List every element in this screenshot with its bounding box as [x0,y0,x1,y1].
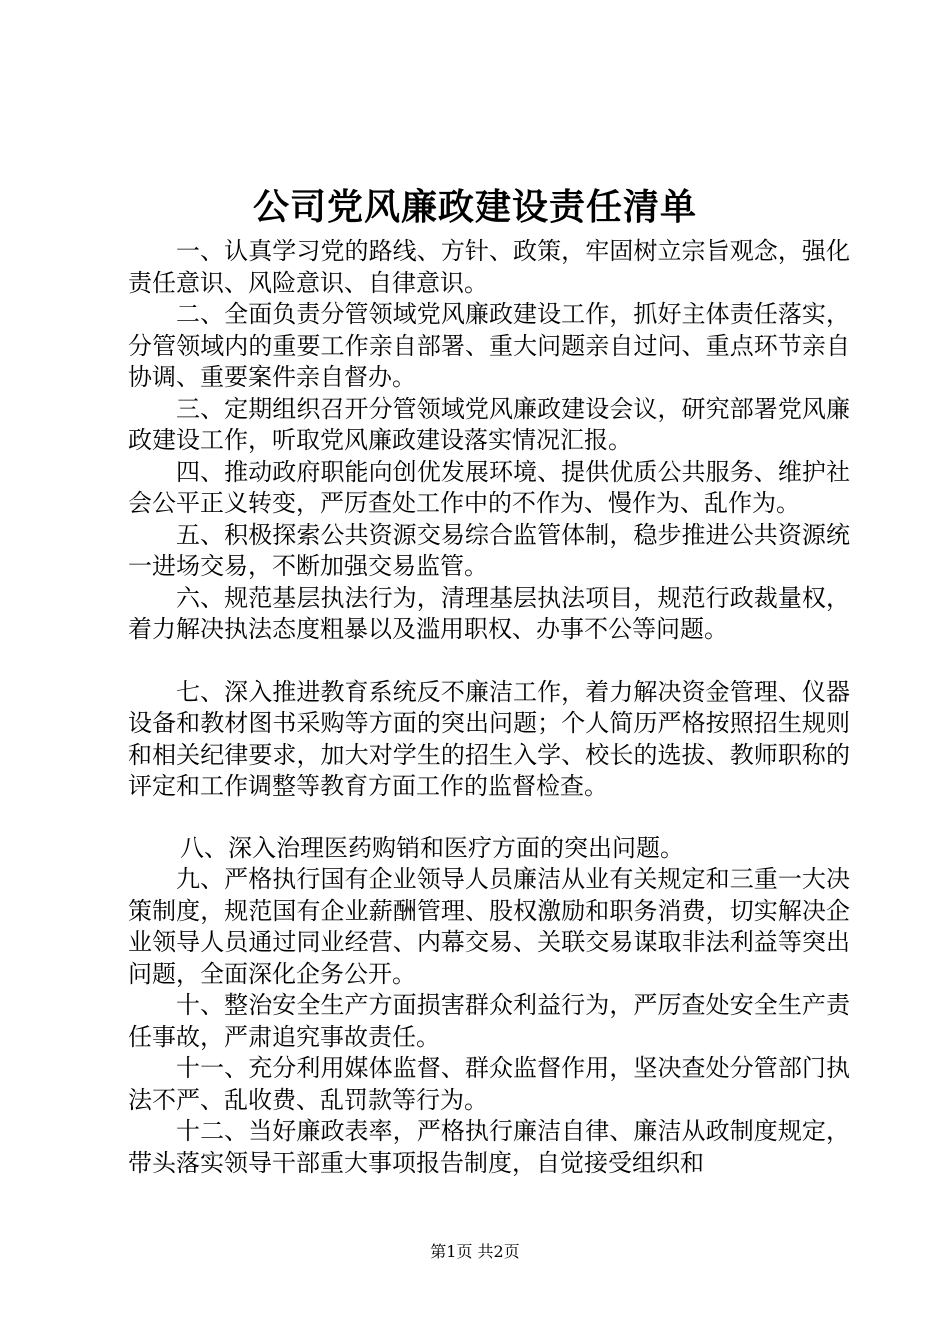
paragraph-11: 十一、充分利用媒体监督、群众监督作用，坚决查处分管部门执法不严、乱收费、乱罚款等行为。 [128,1054,850,1114]
paragraph-10: 十、整治安全生产方面损害群众利益行为，严厉查处安全生产责任事故，严肃追究事故责任。 [128,991,850,1051]
paragraph-9: 九、严格执行国有企业领导人员廉洁从业有关规定和三重一大决策制度，规范国有企业薪酬管理、股权激励和职务消费，切实解决企业领导人员通过同业经营、内幕交易、关联交易谋取非法利益等突出问题，全面深化企务公开。 [128,865,850,988]
paragraph-2: 二、全面负责分管领域党风廉政建设工作，抓好主体责任落实，分管领域内的重要工作亲自部署、重大问题亲自过问、重点环节亲自协调、重要案件亲自督办。 [128,300,850,391]
document-title: 公司党风廉政建设责任清单 [252,186,697,228]
paragraph-12: 十二、当好廉政表率，严格执行廉洁自律、廉洁从政制度规定，带头落实领导干部重大事项报告制度，自觉接受组织和 [128,1117,850,1177]
paragraph-4: 四、推动政府职能向创优发展环境、提供优质公共服务、维护社会公平正义转变，严厉查处工作中的不作为、慢作为、乱作为。 [128,457,850,517]
paragraph-1: 一、认真学习党的路线、方针、政策，牢固树立宗旨观念，强化责任意识、风险意识、自律意识。 [128,237,850,297]
paragraph-7: 七、深入推进教育系统反不廉洁工作，着力解决资金管理、仪器设备和教材图书采购等方面的突出问题；个人简历严格按照招生规则和相关纪律要求，加大对学生的招生入学、校长的选拔、教师职称的评定和工作调整等教育方面工作的监督检查。 [128,677,850,800]
paragraph-8: 八、深入治理医药购销和医疗方面的突出问题。 [180,833,684,862]
page-number: 第1页 共2页 [430,1242,520,1261]
document-body [128,236,850,1179]
paragraph-6: 六、规范基层执法行为，清理基层执法项目，规范行政裁量权，着力解决执法态度粗暴以及滥用职权、办事不公等问题。 [128,583,850,643]
paragraph-5: 五、积极探索公共资源交易综合监管体制，稳步推进公共资源统一进场交易，不断加强交易监管。 [128,520,850,580]
paragraph-3: 三、定期组织召开分管领域党风廉政建设会议，研究部署党风廉政建设工作，听取党风廉政建设落实情况汇报。 [128,394,850,454]
